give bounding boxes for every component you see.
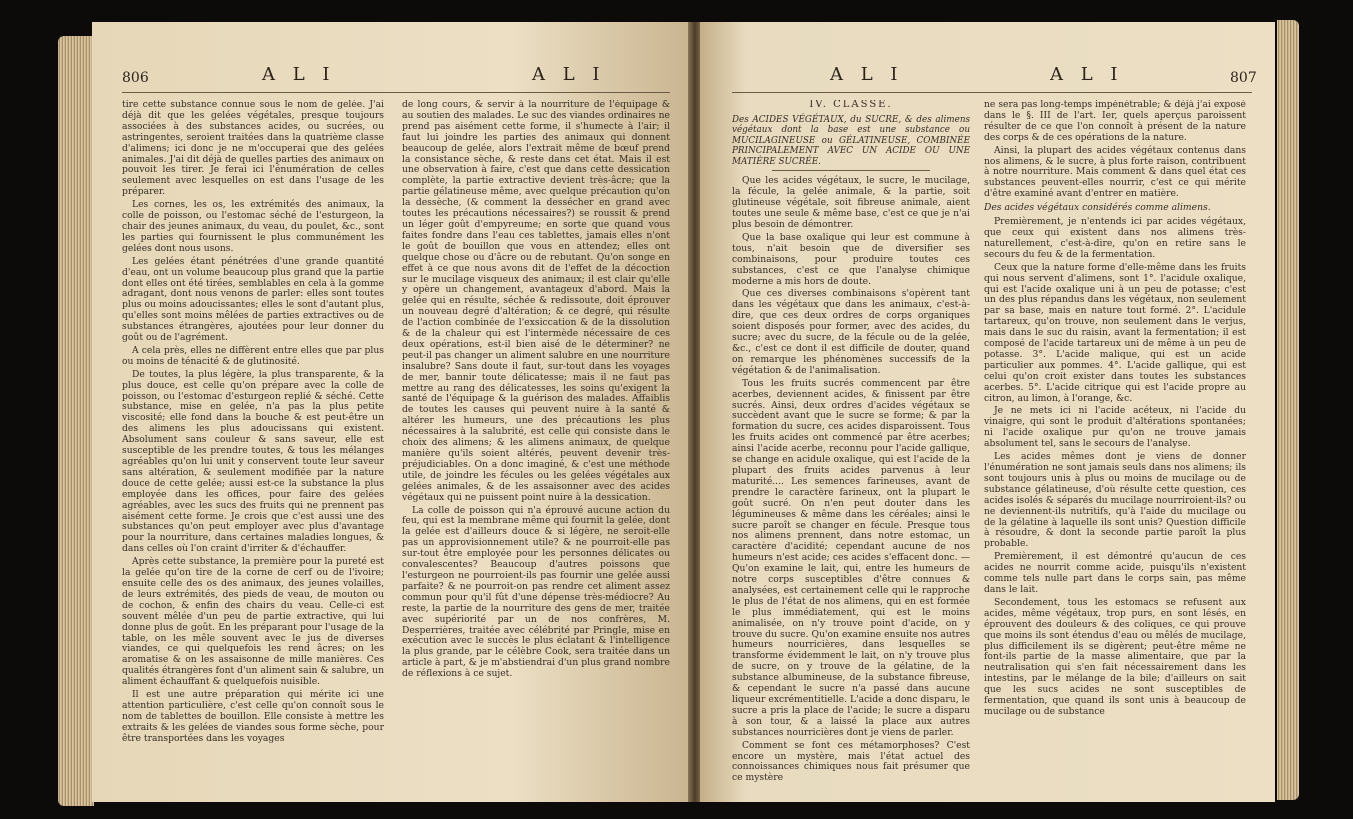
section-heading: IV. CLASSE. bbox=[809, 100, 893, 110]
paragraph: Premièrement, il est démontré qu'aucun de ces acides ne nourrit comme acide, puisqu'ils n'existent comme tels nulle part dans le corps sain, pas même dans le lait. bbox=[984, 551, 1246, 595]
paragraph: Tous les fruits sucrés commencent par être acerbes, deviennent acides, & finissent par être sucrés. Ainsi, deux ordres d'acides végétaux se succèdent avant que le sucre se forme; & par la formation du sucre, ces acides disparoissent. Tous les fruits acides ont commencé par être acerbes; ainsi l'acide acerbe, reconnu pour l'acide gallique, se change en acidule oxalique, qui est l'acide de la plupart des fruits acides parvenus à leur maturité.... Les semences farineuses, avant de prendre le caractère farineux, ont la plupart le goût sucré. On n'en peut douter dans les légumineuses & même dans les céréales; ainsi le sucre paroît se changer en fécule. Presque tous nos alimens prennent, dans notre estomac, un caractère d'acidité; cependant aucune de nos humeurs n'est acide; ces acides s'effacent donc. — Qu'on examine le lait, qui, entre les humeurs de notre corps susceptibles d'être connues & analysées, est certainement celle qui le rapproche le plus de l'état de nos alimens, qui en est formée le plus immédiatement, qui est le moins animalisée, on n'y trouve point d'acide, on y trouve du sucre. Qu'on examine ensuite nos autres humeurs nourricières, dans lesquelles se transforme évidemment le lait, on n'y trouve plus de sucre, on y trouve de la gélatine, de la substance albumineuse, de la substance fibreuse, & cependant le sucre n'a passé dans aucune liqueur excrémentitielle. L'acide a donc disparu, le sucre a pris la place de l'acide; le sucre a disparu à son tour, & a laissé la place aux autres substances nourricières dont je viens de parler. bbox=[732, 377, 970, 738]
paragraph: Que la base oxalique qui leur est commune à tous, n'ait besoin que de diversifier ses combinaisons, pour produire toutes ces substances, c'est ce que l'analyse chimique moderne a mis hors de doute. bbox=[732, 231, 970, 287]
section-subtitle: Des ACIDES VÉGÉTAUX, du SUCRE, & des alimens végétaux dont la base est une substance ou MUCILAGINEUSE ou GÉLATINEUSE, COMBINÉE PRINCIPALEMENT AVEC UN ACIDE OU UNE MATIÈRE SUCRÉE. bbox=[732, 114, 970, 167]
paragraph: Que ces diverses combinaisons s'opèrent tant dans les végétaux que dans les animaux, c'est-à-dire, que ces deux ordres de corps organiques soient disposés pour former, avec des acides, du sucre; avec du sucre, de la fécule ou de la gelée, &c., c'est ce dont il est difficile de douter, quand on remarque les phénomènes successifs de la végétation & de l'animalisation. bbox=[732, 288, 970, 376]
paragraph: Comment se font ces métamorphoses? C'est encore un mystère, mais l'état actuel des connoissances chimiques nous fait présumer que ce mystère bbox=[732, 739, 970, 784]
section-rule bbox=[772, 170, 930, 171]
paragraph: Que les acides végétaux, le sucre, le mucilage, la fécule, la gelée animale, & la partie, soit glutineuse végétale, soit fibreuse animale, aient toutes une seule & même base, c'est ce que je n'ai plus besoin de démontrer. bbox=[732, 175, 970, 231]
paragraph: Je ne mets ici ni l'acide acéteux, ni l'acide du vinaigre, qui sont le produit d'altérations spontanées; ni l'acide oxalique pur qu'on ne trouve jamais absolument tel, sans le secours de l'analyse. bbox=[984, 405, 1246, 450]
paragraph: Les cornes, les os, les extrémités des animaux, la colle de poisson, ou l'estomac séché de l'esturgeon, la chair des jeunes animaux, du veau, du poulet, &c., sont les parties qui fournissent le plus communément les gelées dont nous usons. bbox=[122, 199, 384, 254]
paragraph: Secondement, tous les estomacs se refusent aux acides, même végétaux, trop purs, en sont lésés, en éprouvent des douleurs & des coliques, ce qui prouve que moins ils sont étendus d'eau ou mêlés de mucilage, plus difficilement ils se digèrent; peut-être même ne font-ils partie de la masse alimentaire, que par la neutralisation qui s'en fait nécessairement dans les intestins, par le mélange de la bile; d'ailleurs on sait que les sucs acides ne sont susceptibles de fermentation, que quand ils sont unis à beaucoup de mucilage ou de substance bbox=[984, 596, 1246, 717]
paragraph: Après cette substance, la première pour la pureté est la gelée qu'on tire de la corne de cerf ou de l'ivoire; ensuite celle des os des animaux, des jeunes volailles, de leurs extrémités, des pieds de veau, de mouton ou de cochon, & enfin des chairs du veau. Celle-ci est souvent mêlée d'un peu de partie extractive, qui lui donne plus de goût. En les préparant pour l'usage de la table, on les mêle souvent avec le jus de diverses viandes, ce qui quelquefois les rend âcres; on les aromatise & on les assaisonne de mille manières. Ces qualités étrangères font d'un aliment sain & salubre, un aliment échauffant & quelquefois nuisible. bbox=[122, 556, 384, 688]
paragraph: A cela près, elles ne diffèrent entre elles que par plus ou moins de ténacité & de glutinosité. bbox=[122, 344, 384, 367]
paragraph: de long cours, & servir à la nourriture de l'équipage & au soutien des malades. Le suc des viandes ordinaires ne prend pas aisément cette forme, il s'humecte à l'air; il faut lui joindre les parties des animaux qui donnent beaucoup de gelée, alors l'extrait même de bœuf prend la consistance sèche, & reste dans cet état. Mais il est une observation à faire, c'est que dans cette dessication complète, la partie extractive devient très-âcre; que la partie gélatineuse même, avec quelque précaution qu'on la dessèche, (& comment la dessécher en grand avec toutes les précautions nécessaires?) se roussit & prend un léger goût d'empyreume; en sorte que quand vous faites fondre dans l'eau ces tablettes, jamais elles n'ont le goût de bouillon que vous en attendez; elles ont quelque chose ou d'âcre ou de rebutant. Qu'on songe en effet à ce que nous avons dit de l'effet de la décoction sur le mucilage visqueux des animaux; il est clair qu'elle y opère un changement, avantageux d'abord. Mais la gelée qui en résulte, séchée & redissoute, doit éprouver un nouveau degré d'altération; & ce degré, qui résulte de l'action combinée de l'exsiccation & de la dissolution & de la chaleur qui est l'intermède nécessaire de ces deux opérations, est-il bien aisé de le déterminer? ne peut-il pas changer un aliment salubre en une nourriture insalubre? Sans doute il faut, sur-tout dans les voyages de mer, bannir toute délicatesse; mais il ne faut pas mettre au rang des délicatesses, les soins qu'exigent la santé de l'équipage & la guérison des malades. Affaiblis de toutes les causes qui peuvent nuire à la santé & altérer les humeurs, une des précautions les plus nécessaires à la salubrité, est celle qui consiste dans le choix des alimens; & les alimens animaux, de quelque manière qu'ils soient altérés, peuvent devenir très-préjudiciables. On a donc imaginé, & c'est une méthode utile, de joindre les fécules ou les gelées végétales aux gelées animales, & de les assaisonner avec des acides végétaux qui ne puissent point nuire à la dessication. bbox=[402, 100, 670, 503]
right-header-2: A L I bbox=[1050, 64, 1124, 85]
paragraph: La colle de poisson qui n'a éprouvé aucune action du feu, qui est la membrane même qui fournit la gelée, dont la gelée est d'ailleurs douce & si légère, ne seroit-elle pas un approvisionnement utile? & ne pourroit-elle pas sur-tout être employée pour les personnes délicates ou convalescentes? Beaucoup d'autres poissons que l'esturgeon ne pourroient-ils pas fournir une gelée aussi parfaite? & ne pourroit-on pas rendre cet aliment assez commun pour qu'il fût d'une dépense très-médiocre? Au reste, la partie de la nourriture des gens de mer, traitée avec supériorité par un de nos confrères, M. Desperrières, traitée avec célébrité par Pringle, mise en exécution avec le succès le plus éclatant & l'intelligence la plus grande, par le célèbre Cook, sera traitée dans un article à part, & je m'abstiendrai d'un plus grand nombre de réflexions à ce sujet. bbox=[402, 504, 670, 680]
left-page-edges bbox=[58, 36, 94, 806]
paragraph: Les acides mêmes dont je viens de donner l'énumération ne sont jamais seuls dans nos alimens; ils sont toujours unis à plus ou moins de mucilage ou de substance gélatineuse, d'où résulte cette question, ces acides isolés & séparés du mucilage nourriroient-ils? ou ne deviennent-ils nutritifs, qu'à l'aide du mucilage ou de la gélatine à laquelle ils sont unis? Question difficile à résoudre, & dont la seconde partie paroît la plus probable. bbox=[984, 451, 1246, 550]
paragraph: Les gelées étant pénétrées d'une grande quantité d'eau, ont un volume beaucoup plus grand que la partie dont elles ont été tirées, semblables en cela à la gomme adragant, dont nous venons de parler: elles sont toutes plus ou moins adoucissantes; elles le sont d'autant plus, qu'elles sont moins mêlées de parties extractives ou de substances étrangères, ajoutées pour leur donner du goût ou de l'agrément. bbox=[122, 255, 384, 344]
left-header-1: A L I bbox=[262, 64, 336, 85]
left-column-2 bbox=[402, 100, 670, 790]
paragraph: Il est une autre préparation qui mérite ici une attention particulière, c'est celle qu'on connoît sous le nom de tablettes de bouillon. Elle consiste à mettre les extraits & les gelées de viandes sous forme sèche, pour être transportées dans les voyages bbox=[122, 689, 384, 744]
paragraph: ne sera pas long-temps impénétrable; & déjà j'ai exposé dans le §. III de l'art. Ier, quels aperçus paroissent résulter de ce que l'on connoît à présent de la nature des corps & de ces opérations de la nature. bbox=[984, 100, 1246, 143]
background-top bbox=[58, 0, 1300, 24]
paragraph: De toutes, la plus légère, la plus transparente, & la plus douce, est celle qu'on prépare avec la colle de poisson, ou l'estomac d'esturgeon replié & séché. Cette substance, mise en gelée, n'a pas la plus petite viscosité; elle fond dans la bouche & est peut-être un des alimens les plus adoucissans qui existent. Absolument sans couleur & sans saveur, elle est susceptible de les prendre toutes, & tous les mélanges agréables qu'on lui unit y conservent toute leur saveur sans altération, & seulement modifiée par la nature douce de cette gelée; aussi est-ce la substance la plus employée dans les offices, pour faire des gelées agréables, avec les sucs des fruits qui ne prennent pas aisément cette forme. Je crois que c'est aussi une des substances qu'on peut employer avec plus d'avantage pour la nourriture, dans certaines maladies longues, & dans celles où l'on craint d'irriter & d'échauffer. bbox=[122, 368, 384, 555]
paragraph: Ainsi, la plupart des acides végétaux contenus dans nos alimens, & le sucre, à plus forte raison, contribuent à notre nourriture. Mais comment & dans quel état ces substances peuvent-elles nourrir, c'est ce qui mérite d'être examiné avant d'entrer en matière. bbox=[984, 144, 1246, 200]
right-header-1: A L I bbox=[830, 64, 904, 85]
right-header-rule bbox=[732, 92, 1252, 93]
left-column-1 bbox=[122, 100, 384, 790]
paragraph: tire cette substance connue sous le nom de gelée. J'ai déjà dit que les gelées végétales, presque toujours associées à des substances acides, ou sucrées, ou astringentes, seroient traitées dans la quatrième classe d'alimens; ici donc je ne m'occuperai que des gelées animales. J'ai dit déjà de quelles parties des animaux on pouvoit les tirer. Je ferai ici l'énumération de celles seulement avec lesquelles on est dans l'usage de les préparer. bbox=[122, 100, 384, 198]
left-page-number: 806 bbox=[122, 70, 149, 86]
right-column-2 bbox=[984, 100, 1246, 790]
right-page-number: 807 bbox=[1230, 70, 1257, 86]
left-page bbox=[92, 22, 692, 802]
left-header-rule bbox=[122, 92, 670, 93]
right-column-1 bbox=[732, 100, 970, 790]
paragraph: Premièrement, je n'entends ici par acides végétaux, que ceux qui existent dans nos alimens très-naturellement, c'est-à-dire, qu'on en retire sans le secours du feu & de la fermentation. bbox=[984, 216, 1246, 260]
subsection-heading: Des acides végétaux considérés comme alimens. bbox=[984, 202, 1211, 214]
right-page bbox=[700, 22, 1275, 802]
right-page-edges bbox=[1277, 20, 1299, 800]
paragraph: Ceux que la nature forme d'elle-même dans les fruits qui nous servent d'alimens, sont 1°. l'acidule oxalique, qui est l'acide oxalique uni à un peu de potasse; c'est un des plus répandus dans les végétaux, non seulement par sa base, mais en nature tout formé. 2°. L'acidule tartareux, qu'on trouve, non seulement dans le verjus, mais dans le suc du raisin, avant la fermentation; il est composé de l'acide tartareux uni de même à un peu de potasse. 3°. L'acide malique, qui est un acide particulier aux pommes. 4°. L'acide gallique, qui est celui qu'on croit exister dans toutes les substances acerbes. 5°. L'acide citrique qui est l'acide propre au citron, au limon, à l'orange, &c. bbox=[984, 261, 1246, 404]
left-header-2: A L I bbox=[532, 64, 606, 85]
